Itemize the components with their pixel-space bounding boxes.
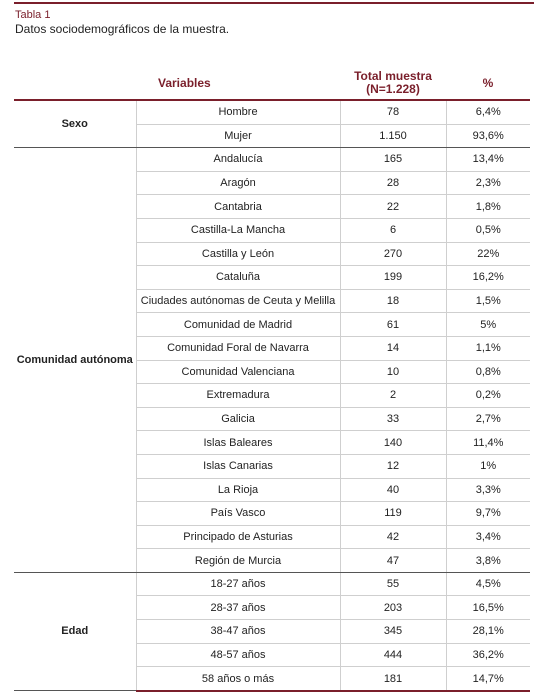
cell-variable: Región de Murcia	[136, 549, 340, 573]
cell-total: 181	[340, 667, 446, 691]
cell-variable: Comunidad Foral de Navarra	[136, 336, 340, 360]
cell-total: 33	[340, 407, 446, 431]
cell-percent: 36,2%	[446, 643, 530, 667]
cell-variable: Comunidad de Madrid	[136, 313, 340, 337]
table-row	[14, 148, 530, 172]
cell-variable: 58 años o más	[136, 667, 340, 691]
cell-percent: 3,3%	[446, 478, 530, 502]
cell-variable: Islas Canarias	[136, 454, 340, 478]
cell-total: 199	[340, 266, 446, 290]
cell-total: 18	[340, 289, 446, 313]
cell-total: 78	[340, 100, 446, 124]
cell-variable: País Vasco	[136, 502, 340, 526]
cell-percent: 0,8%	[446, 360, 530, 384]
cell-variable: Comunidad Valenciana	[136, 360, 340, 384]
header-variables: Variables	[14, 67, 340, 100]
cell-percent: 13,4%	[446, 148, 530, 172]
cell-variable: Galicia	[136, 407, 340, 431]
cell-percent: 28,1%	[446, 620, 530, 644]
cell-variable: Castilla y León	[136, 242, 340, 266]
cell-percent: 14,7%	[446, 667, 530, 691]
cell-variable: Aragón	[136, 171, 340, 195]
table-title: Datos sociodemográficos de la muestra.	[15, 22, 230, 36]
cell-total: 203	[340, 596, 446, 620]
table-body	[14, 100, 530, 691]
cell-total: 47	[340, 549, 446, 573]
cell-variable: Islas Baleares	[136, 431, 340, 455]
group-label: Comunidad autónoma	[14, 148, 136, 573]
cell-total: 270	[340, 242, 446, 266]
table-row	[14, 100, 530, 124]
cell-total: 22	[340, 195, 446, 219]
cell-variable: 28-37 años	[136, 596, 340, 620]
cell-variable: Castilla-La Mancha	[136, 218, 340, 242]
cell-total: 165	[340, 148, 446, 172]
header-total-line2: (N=1.228)	[366, 82, 420, 96]
header-percent: %	[446, 67, 530, 100]
table-row	[14, 572, 530, 596]
top-rule	[14, 2, 534, 4]
cell-variable: Principado de Asturias	[136, 525, 340, 549]
cell-total: 140	[340, 431, 446, 455]
cell-total: 12	[340, 454, 446, 478]
cell-variable: 48-57 años	[136, 643, 340, 667]
demographics-table	[14, 67, 530, 692]
cell-percent: 0,2%	[446, 384, 530, 408]
cell-total: 2	[340, 384, 446, 408]
cell-percent: 2,7%	[446, 407, 530, 431]
cell-variable: 18-27 años	[136, 572, 340, 596]
cell-total: 42	[340, 525, 446, 549]
cell-percent: 5%	[446, 313, 530, 337]
cell-percent: 9,7%	[446, 502, 530, 526]
cell-variable: La Rioja	[136, 478, 340, 502]
cell-percent: 6,4%	[446, 100, 530, 124]
cell-total: 40	[340, 478, 446, 502]
cell-variable: Mujer	[136, 124, 340, 148]
cell-percent: 0,5%	[446, 218, 530, 242]
cell-total: 119	[340, 502, 446, 526]
cell-percent: 3,8%	[446, 549, 530, 573]
cell-total: 28	[340, 171, 446, 195]
cell-variable: Cantabria	[136, 195, 340, 219]
cell-variable: Ciudades autónomas de Ceuta y Melilla	[136, 289, 340, 313]
cell-total: 14	[340, 336, 446, 360]
cell-total: 6	[340, 218, 446, 242]
cell-percent: 22%	[446, 242, 530, 266]
cell-variable: Cataluña	[136, 266, 340, 290]
group-label: Edad	[14, 572, 136, 690]
cell-total: 61	[340, 313, 446, 337]
cell-percent: 1%	[446, 454, 530, 478]
cell-total: 55	[340, 572, 446, 596]
cell-percent: 2,3%	[446, 171, 530, 195]
cell-total: 1.150	[340, 124, 446, 148]
cell-total: 345	[340, 620, 446, 644]
cell-percent: 11,4%	[446, 431, 530, 455]
table-header-row	[14, 67, 530, 100]
cell-total: 10	[340, 360, 446, 384]
cell-variable: Extremadura	[136, 384, 340, 408]
cell-total: 444	[340, 643, 446, 667]
header-total-line1: Total muestra	[354, 69, 432, 83]
cell-percent: 3,4%	[446, 525, 530, 549]
cell-variable: Andalucía	[136, 148, 340, 172]
cell-variable: 38-47 años	[136, 620, 340, 644]
cell-percent: 1,1%	[446, 336, 530, 360]
table-number: Tabla 1	[15, 9, 51, 21]
group-label: Sexo	[14, 100, 136, 148]
cell-percent: 16,5%	[446, 596, 530, 620]
cell-variable: Hombre	[136, 100, 340, 124]
header-total	[340, 67, 446, 100]
cell-percent: 1,5%	[446, 289, 530, 313]
cell-percent: 4,5%	[446, 572, 530, 596]
cell-percent: 1,8%	[446, 195, 530, 219]
cell-percent: 16,2%	[446, 266, 530, 290]
cell-percent: 93,6%	[446, 124, 530, 148]
